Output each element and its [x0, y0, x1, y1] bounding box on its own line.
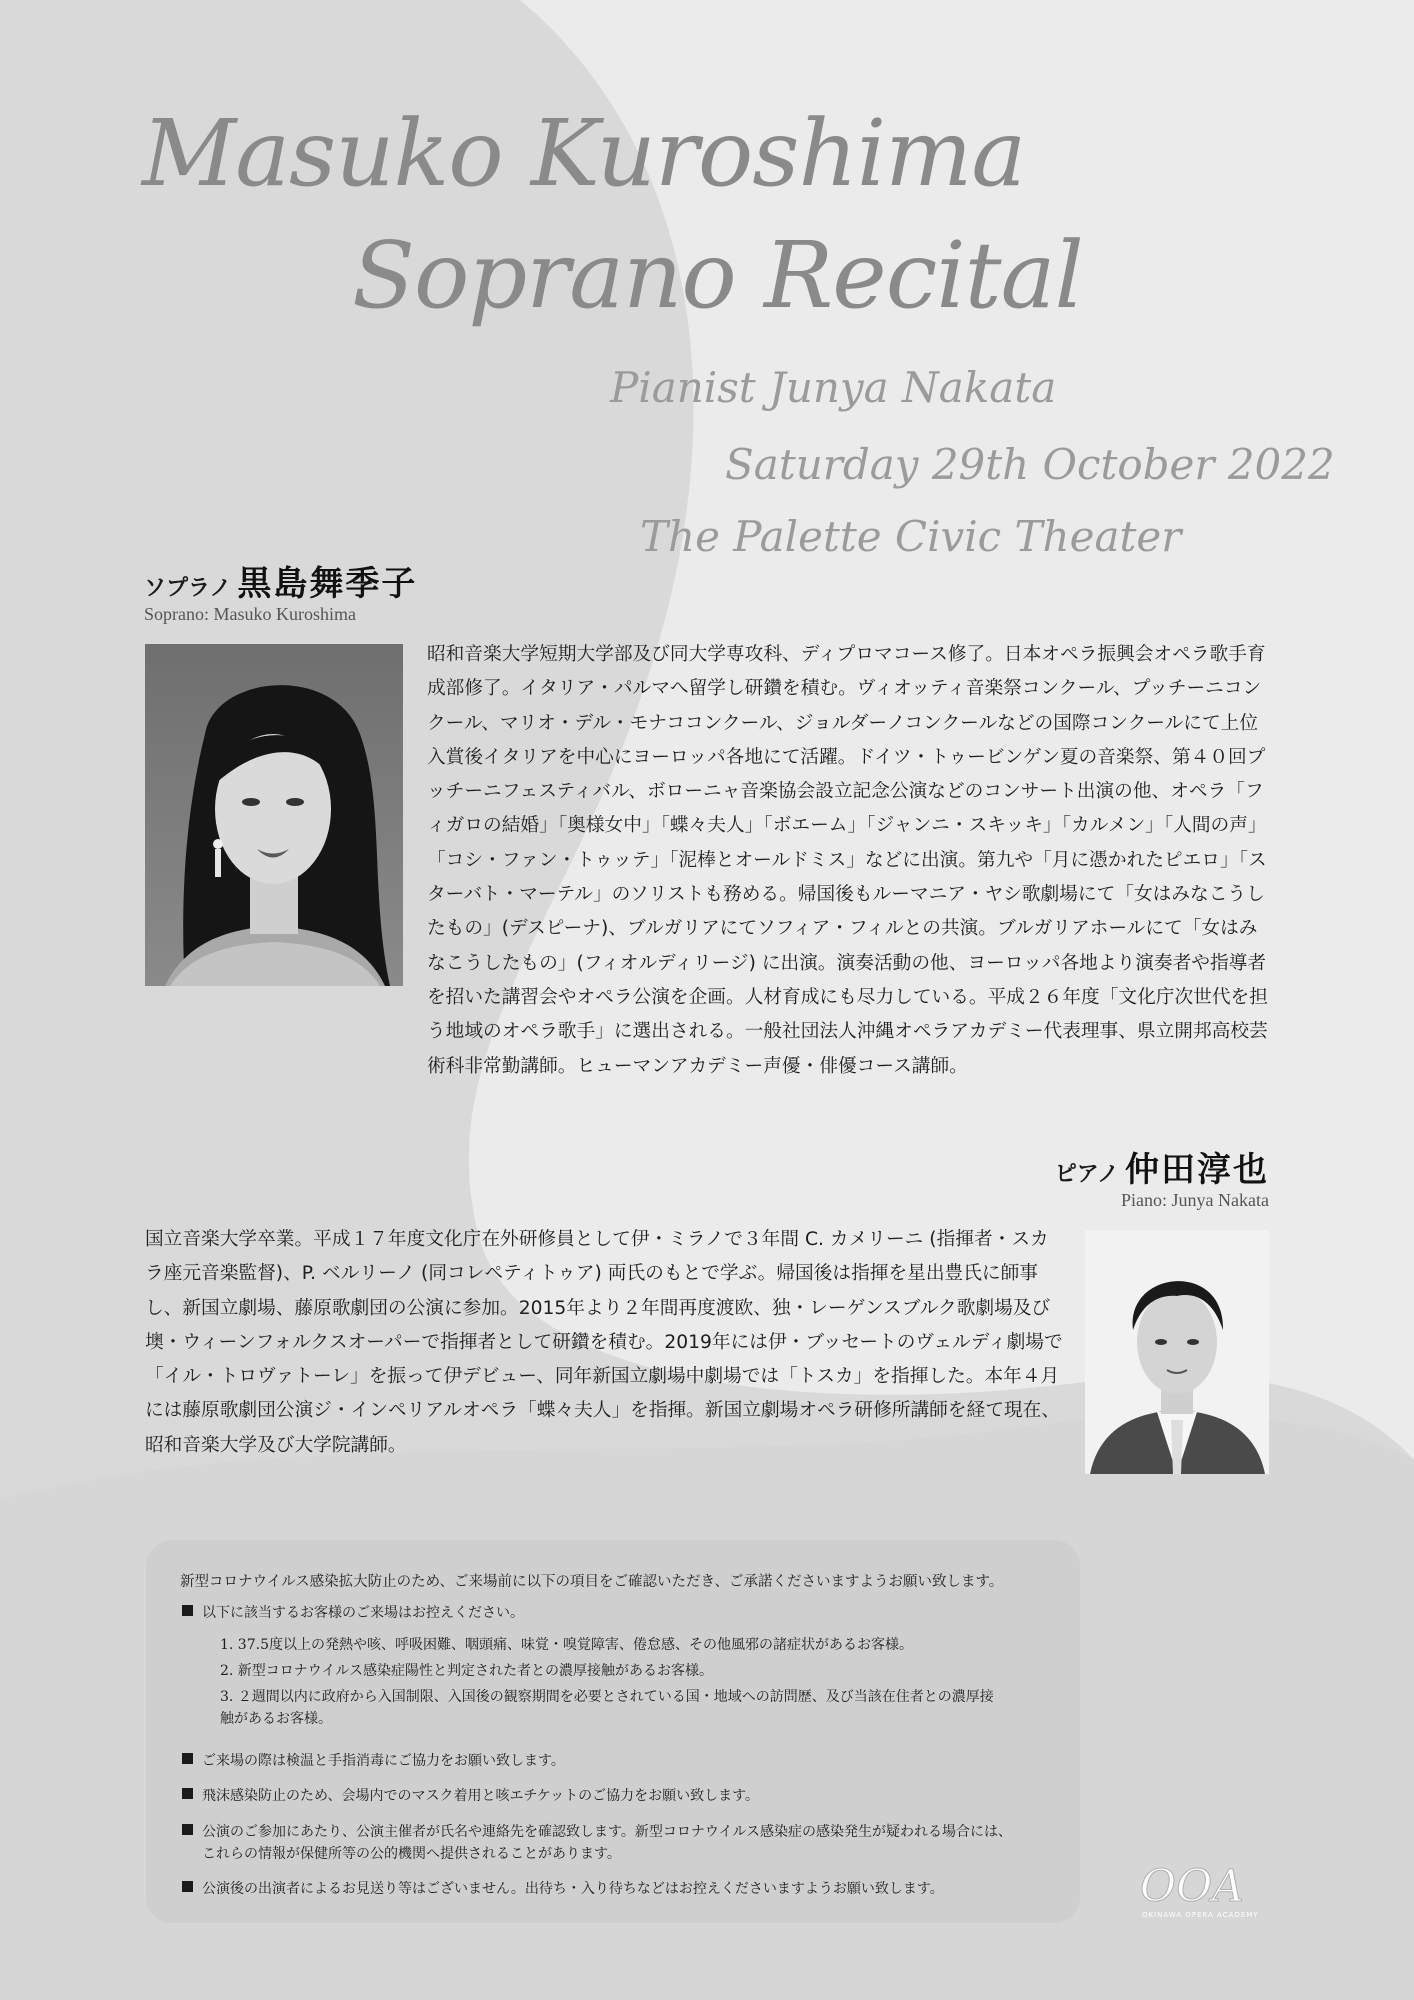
- notice-subitem: 1. 37.5度以上の発熱や咳、呼吸困難、咽頭痛、味覚・嗅覚障害、倦怠感、その他風邪の諸症状があるお客様。: [220, 1637, 913, 1653]
- venue-line: The Palette Civic Theater: [640, 512, 1182, 561]
- logo-mark: OOA: [1140, 1861, 1244, 1912]
- notice-intro: 新型コロナウイルス感染拡大防止のため、ご来場前に以下の項目をご確認いただき、ご承諾くださいますようお願い致します。: [180, 1574, 1004, 1590]
- soprano-roman-name: Soprano: Masuko Kuroshima: [144, 604, 356, 624]
- covid-notice-box: [146, 1540, 1080, 1923]
- notice-subitem: 2. 新型コロナウイルス感染症陽性と判定された者との濃厚接触があるお客様。: [220, 1663, 713, 1679]
- soprano-biography: 昭和音楽大学短期大学部及び同大学専攻科、ディプロマコース修了。日本オペラ振興会オペラ歌手育成部修了。イタリア・パルマへ留学し研鑽を積む。ヴィオッティ音楽祭コンクール、プッチーニコンクール、マリオ・デル・モナココンクール、ジョルダーノコンクールなどの国際コンクールにて上位入賞後イタリアを中心にヨーロッパ各地にて活躍。ドイツ・トゥービンゲン夏の音楽祭、第４０回プッチーニフェスティバル、ボローニャ音楽協会設立記念公演などのコンサート出演の他、オペラ「フィガロの結婚」「奥様女中」「蝶々夫人」「ボエーム」「ジャンニ・スキッキ」「カルメン」「人間の声」「コシ・ファン・トゥッテ」「泥棒とオールドミス」などに出演。第九や「月に憑かれたピエロ」「スターバト・マーテル」のソリストも務める。帰国後もルーマニア・ヤシ歌劇場にて「女はみなこうしたもの」(デスピーナ)、ブルガリアにてソフィア・フィルとの共演。ブルガリアホールにて「女はみなこうしたもの」(フィオルディリージ) に出演。演奏活動の他、ヨーロッパ各地より演奏者や指導者を招いた講習会やオペラ公演を企画。人材育成にも尽力している。平成２６年度「文化庁次世代を担う地域のオペラ歌手」に選出される。一般社団法人沖縄オペラアカデミー代表理事、県立開邦高校芸術科非常勤講師。ヒューマンアカデミー声優・俳優コース講師。: [427, 644, 1268, 1077]
- notice-item: 公演のご参加にあたり、公演主催者が氏名や連絡先を確認致します。新型コロナウイルス感染症の感染発生が疑われる場合には、これらの情報が保健所等の公的機関へ提供されることがあります。: [202, 1824, 1013, 1862]
- logo-text: OKINAWA OPERA ACADEMY: [1142, 1911, 1259, 1919]
- pianist-roman-name: Piano: Junya Nakata: [1121, 1190, 1269, 1210]
- okinawa-opera-academy-logo: [1138, 1855, 1270, 1925]
- recital-title-line1: Masuko Kuroshima: [142, 100, 1026, 207]
- bullet-square-icon: [182, 1881, 193, 1892]
- date-line: Saturday 29th October 2022: [725, 440, 1335, 489]
- pianist-biography: 国立音楽大学卒業。平成１７年度文化庁在外研修員として伊・ミラノで３年間 C. カメリーニ (指揮者・スカラ座元音楽監督)、P. ベルリーノ (同コレペティトゥア) 両氏のもとで学ぶ。帰国後は指揮を星出豊氏に師事し、新国立劇場、藤原歌劇団の公演に参加。2015年より２年間再度渡欧、独・レーゲンスブルク歌劇場及び墺・ウィーンフォルクスオーパーで指揮者として研鑽を積む。2019年には伊・ブッセートのヴェルディ劇場で「イル・トロヴァトーレ」を振って伊デビュー、同年新国立劇場中劇場では「トスカ」を指揮した。本年４月には藤原歌劇団公演ジ・インペリアルオペラ「蝶々夫人」を指揮。新国立劇場オペラ研修所講師を経て現在、昭和音楽大学及び大学院講師。: [145, 1229, 1063, 1456]
- notice-subitem: 3. ２週間以内に政府から入国制限、入国後の観察期間を必要とされている国・地域への訪問歴、及び当該在住者との濃厚接触があるお客様。: [220, 1689, 994, 1727]
- soprano-heading: [144, 556, 417, 605]
- pianist-photo: [1085, 1230, 1269, 1474]
- pianist-heading: [1055, 1142, 1269, 1191]
- bullet-square-icon: [182, 1753, 193, 1764]
- recital-title-line2: Soprano Recital: [352, 222, 1083, 329]
- bullet-square-icon: [182, 1824, 193, 1835]
- pianist-line: Pianist Junya Nakata: [610, 363, 1057, 412]
- pianist-role: ピアノ: [1054, 1161, 1119, 1187]
- notice-item: ご来場の際は検温と手指消毒にご協力をお願い致します。: [202, 1753, 565, 1769]
- soprano-name: 黒島舞季子: [237, 564, 418, 604]
- bullet-square-icon: [182, 1788, 193, 1799]
- notice-item: 公演後の出演者によるお見送り等はございません。出待ち・入り待ちなどはお控えくださいますようお願い致します。: [202, 1881, 944, 1897]
- bullet-square-icon: [182, 1605, 193, 1616]
- notice-item: 以下に該当するお客様のご来場はお控えください。: [202, 1605, 524, 1621]
- soprano-photo: [145, 644, 403, 986]
- pianist-name: 仲田淳也: [1125, 1150, 1269, 1190]
- notice-item: 飛沫感染防止のため、会場内でのマスク着用と咳エチケットのご協力をお願い致します。: [202, 1788, 760, 1804]
- soprano-role: ソプラノ: [144, 575, 232, 601]
